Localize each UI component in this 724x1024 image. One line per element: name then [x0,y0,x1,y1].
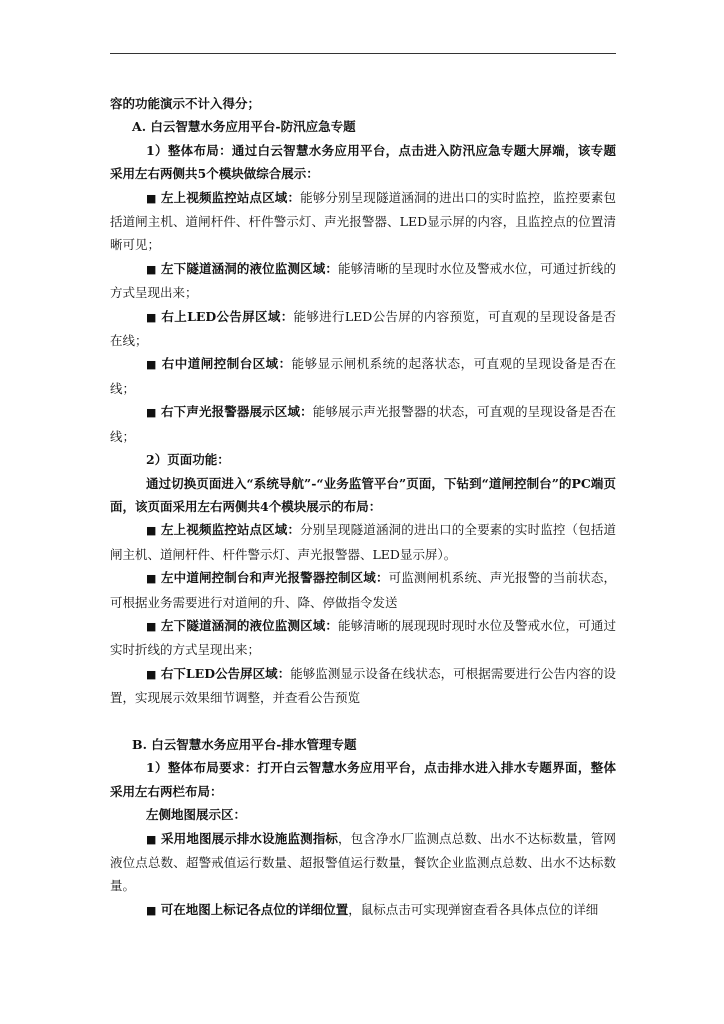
bullet-text: 能够清晰的呈现时水位及警戒水位，可通过折线的方式呈现出来； [110,260,616,301]
square-bullet-icon: ■ [146,619,157,633]
bullet-paragraph [110,352,616,400]
bullet-text: 能够显示闸机系统的起落状态，可直观的呈现设备是否在线； [110,356,616,396]
square-bullet-icon: ■ [146,406,157,420]
bullet-text: ，包含净水厂监测点总数、出水不达标数量，管网液位点总数、超警戒值运行数量、超报警值运行数量，餐饮企业监测点总数、出水不达标数量。 [110,830,616,894]
bullet-lead: 右中道闸控制台区域： [156,356,292,372]
bullet-lead: 采用地图展示排水设施监测指标 [156,830,339,846]
bullet-paragraph [110,614,616,662]
square-bullet-icon: ■ [146,310,157,324]
bullet-lead: 左下隧道涵洞的液位监测区域： [156,617,339,633]
bullet-lead: 左下隧道涵洞的液位监测区域： [156,260,339,276]
bullet-text: 能够进行LED公告屏的内容预览，可直观的呈现设备是否在线； [110,308,616,349]
bullet-lead: 左中道闸控制台和声光报警器控制区域： [156,570,389,586]
bullet-text: ，鼠标点击可实现弹窗查看各具体点位的详细 [348,901,599,917]
bullet-lead: 右上LED公告屏区域： [156,308,294,324]
square-bullet-icon: ■ [146,191,157,205]
heading-paragraph: 1）整体布局：通过白云智慧水务应用平台，点击进入防汛应急专题大屏端，该专题采用左右两侧共5个模块做综合展示： [110,142,616,182]
square-bullet-icon: ■ [146,262,157,276]
square-bullet-icon: ■ [146,572,157,586]
bullet-text: 能够监测显示设备在线状态，可根据需要进行公告内容的设置，实现展示效果细节调整，并查看公告预览 [110,665,616,706]
document-body [110,92,616,922]
heading-paragraph: A. 白云智慧水务应用平台-防汛应急专题 [132,119,356,135]
bullet-text: 分别呈现隧道涵洞的进出口的全要素的实时监控（包括道闸主机、道闸杆件、杆件警示灯、声光报警器、LED显示屏）。 [110,522,616,562]
heading-paragraph: 左侧地图展示区： [146,807,247,823]
square-bullet-icon: ■ [146,667,157,681]
bullet-text: 能够分别呈现隧道涵洞的进出口的实时监控，监控要素包括道闸主机、道闸杆件、杆件警示灯、声光报警器、LED显示屏的内容，且监控点的位置清晰可见； [110,189,616,253]
heading-paragraph: 通过切换页面进入“系统导航”-“业务监管平台”页面，下钻到“道闸控制台”的PC端页面，该页面采用左右两侧共4个模块展示的布局： [110,475,616,514]
bullet-text: 可监测闸机系统、声光报警的当前状态，可根据业务需要进行对道闸的升、降、停做指令发送 [110,570,616,610]
bullet-paragraph [110,257,616,305]
bullet-paragraph [110,566,616,614]
bullet-paragraph [110,662,616,710]
header-rule [110,53,616,54]
bullet-text: 能够清晰的展现现时现时水位及警戒水位，可通过实时折线的方式呈现出来； [110,617,616,658]
bullet-lead: 右下声光报警器展示区域： [156,404,313,420]
square-bullet-icon: ■ [146,903,157,917]
heading-paragraph: B. 白云智慧水务应用平台-排水管理专题 [132,736,357,752]
bullet-paragraph [110,898,616,922]
bullet-lead: 左上视频监控站点区域： [156,189,301,205]
bullet-paragraph [110,518,616,566]
bullet-paragraph [110,827,616,898]
bullet-lead: 右下LED公告屏区域： [156,665,291,681]
square-bullet-icon: ■ [146,358,157,372]
bullet-text: 能够展示声光报警器的状态，可直观的呈现设备是否在线； [110,404,616,444]
bullet-lead: 左上视频监控站点区域： [156,522,301,538]
bullet-paragraph [110,400,616,448]
heading-paragraph: 1）整体布局要求：打开白云智慧水务应用平台，点击排水进入排水专题界面，整体采用左右两栏布局： [110,760,616,799]
bullet-paragraph [110,186,616,257]
heading-paragraph: 容的功能演示不计入得分； [110,96,261,111]
bullet-paragraph [110,305,616,353]
bullet-lead: 可在地图上标记各点位的详细位置 [156,901,349,917]
square-bullet-icon: ■ [146,524,157,538]
heading-paragraph: 2）页面功能： [146,452,230,468]
blank-line [110,710,616,733]
square-bullet-icon: ■ [146,832,157,846]
